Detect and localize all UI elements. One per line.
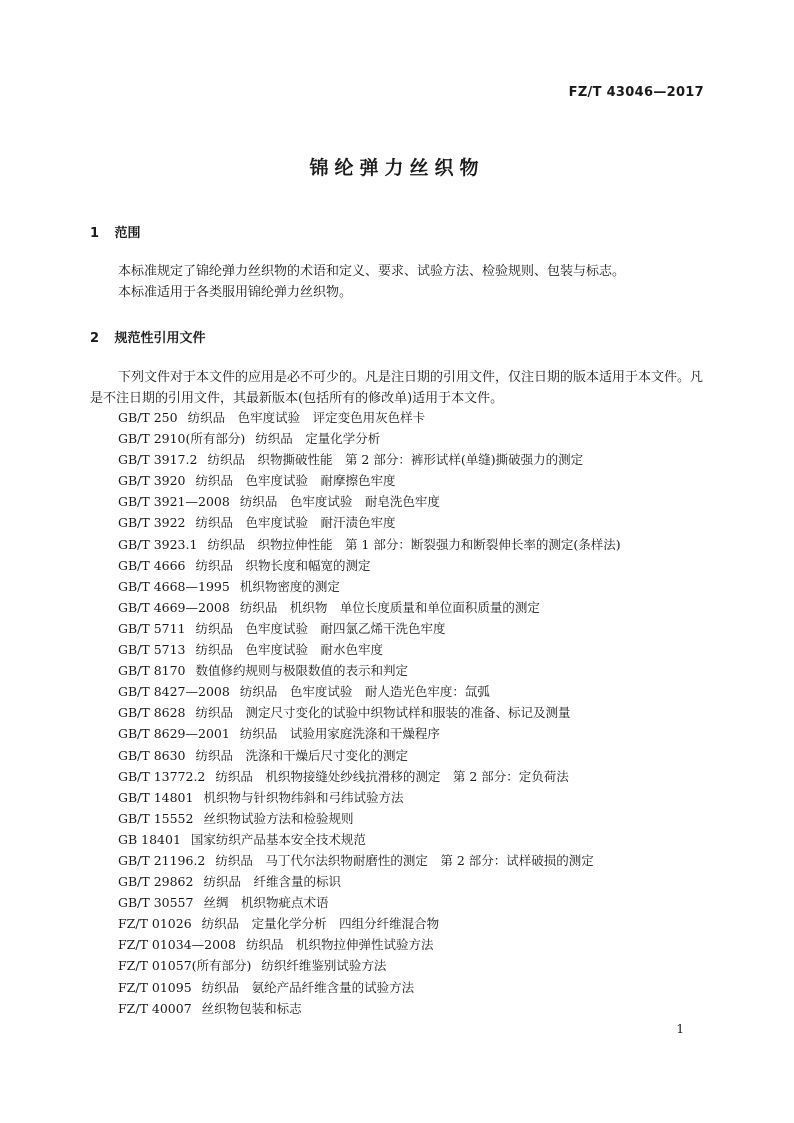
reference-code: FZ/T 40007 [118, 1000, 192, 1016]
reference-item [118, 745, 621, 766]
standard-code: FZ/T 43046—2017 [568, 85, 704, 100]
reference-code: GB/T 3920 [118, 473, 186, 489]
reference-item [118, 407, 621, 428]
reference-item [118, 723, 621, 744]
reference-code: GB/T 8630 [118, 747, 186, 763]
reference-item [118, 681, 621, 702]
reference-item [118, 977, 621, 998]
reference-title: 纺织品 色牢度试验 评定变色用灰色样卡 [187, 410, 426, 425]
section-number: 2 [90, 331, 100, 346]
reference-code: GB/T 8170 [118, 663, 186, 679]
reference-code: GB/T 14801 [118, 789, 194, 805]
reference-item [118, 702, 621, 723]
reference-code: GB/T 2910(所有部分) [118, 431, 246, 447]
reference-title: 机织物密度的测定 [239, 578, 340, 594]
reference-code: GB/T 3923.1 [118, 536, 198, 552]
reference-item [118, 512, 621, 533]
reference-title: 纺织品 色牢度试验 耐皂洗色牢度 [239, 494, 440, 510]
reference-code: GB/T 3917.2 [118, 452, 198, 468]
reference-item [118, 871, 621, 892]
reference-title: 纺织品 测定尺寸变化的试验中织物试样和服装的准备、标记及测量 [195, 705, 571, 721]
reference-code: GB/T 15552 [118, 810, 194, 826]
reference-title: 纺织品 定量化学分析 四组分纤维混合物 [201, 916, 440, 932]
reference-title: 纺织品 机织物接缝处纱线抗滑移的测定 第 2 部分：定负荷法 [215, 768, 569, 784]
reference-code: FZ/T 01057(所有部分) [118, 958, 252, 974]
reference-item [118, 660, 621, 681]
reference-code: GB/T 21196.2 [118, 852, 206, 868]
reference-item [118, 934, 621, 955]
reference-title: 纺织品 织物撕破性能 第 2 部分：裤形试样(单缝)撕破强力的测定 [207, 452, 584, 468]
reference-item [118, 470, 621, 491]
section-1-heading [90, 222, 141, 241]
reference-code: GB/T 3922 [118, 515, 186, 531]
reference-title: 纺织品 色牢度试验 耐汗渍色牢度 [195, 515, 396, 531]
reference-item [118, 766, 621, 787]
reference-code: FZ/T 01095 [118, 979, 192, 995]
section-1-paragraph-1: 本标准规定了锦纶弹力丝织物的术语和定义、要求、试验方法、检验规则、包装与标志。 [118, 264, 626, 279]
reference-code: GB/T 8427—2008 [118, 684, 230, 700]
reference-item [118, 998, 621, 1019]
document-title: 锦纶弹力丝织物 [309, 157, 485, 179]
section-2-heading [90, 327, 206, 346]
section-number: 1 [90, 226, 100, 241]
reference-title: 纺织品 纤维含量的标识 [203, 874, 341, 890]
reference-title: 机织物与针织物纬斜和弓纬试验方法 [203, 789, 404, 805]
reference-code: FZ/T 01026 [118, 916, 192, 932]
reference-code: GB/T 29862 [118, 874, 194, 890]
section-title: 范围 [114, 226, 141, 241]
reference-item [118, 534, 621, 555]
section-title: 规范性引用文件 [114, 331, 206, 346]
reference-item [118, 618, 621, 639]
reference-code: FZ/T 01034—2008 [118, 937, 236, 953]
reference-item [118, 913, 621, 934]
reference-item [118, 955, 621, 976]
reference-title: 纺织纤维鉴别试验方法 [261, 958, 387, 974]
reference-item [118, 428, 621, 449]
reference-code: GB 18401 [118, 831, 181, 847]
reference-item [118, 491, 621, 512]
reference-code: GB/T 30557 [118, 895, 194, 911]
reference-title: 纺织品 洗涤和干燥后尺寸变化的测定 [195, 747, 409, 763]
reference-item [118, 808, 621, 829]
section-2-paragraph-1: 下列文件对于本文件的应用是必不可少的。凡是注日期的引用文件，仅注日期的版本适用于本文件。凡是不注日期的引用文件，其最新版本(包括所有的修改单)适用于本文件。 [90, 370, 704, 406]
reference-title: 丝绸 机织物疵点术语 [203, 895, 329, 911]
reference-title: 纺织品 机织物 单位长度质量和单位面积质量的测定 [239, 599, 540, 615]
reference-item [118, 829, 621, 850]
reference-title: 纺织品 氨纶产品纤维含量的试验方法 [201, 979, 415, 995]
reference-title: 纺织品 织物拉伸性能 第 1 部分：断裂强力和断裂伸长率的测定(条样法) [207, 536, 621, 552]
reference-title: 纺织品 马丁代尔法织物耐磨性的测定 第 2 部分：试样破损的测定 [215, 852, 594, 868]
reference-title: 纺织品 定量化学分析 [255, 431, 381, 447]
section-1-paragraph-2: 本标准适用于各类服用锦纶弹力丝织物。 [118, 285, 353, 300]
reference-code: GB/T 4669—2008 [118, 599, 230, 615]
reference-item [118, 597, 621, 618]
reference-title: 纺织品 试验用家庭洗涤和干燥程序 [239, 726, 440, 742]
reference-title: 纺织品 色牢度试验 耐摩擦色牢度 [195, 473, 396, 489]
reference-code: GB/T 8629—2001 [118, 726, 230, 742]
reference-title: 数值修约规则与极限数值的表示和判定 [195, 663, 409, 679]
reference-title: 丝织物试验方法和检验规则 [203, 810, 354, 826]
reference-title: 纺织品 色牢度试验 耐四氯乙烯干洗色牢度 [195, 620, 446, 636]
reference-item [118, 850, 621, 871]
reference-item [118, 576, 621, 597]
reference-code: GB/T 8628 [118, 705, 186, 721]
reference-title: 纺织品 色牢度试验 耐人造光色牢度：氙弧 [239, 684, 490, 700]
reference-title: 国家纺织产品基本安全技术规范 [190, 831, 366, 847]
normative-reference-list [118, 407, 621, 1019]
reference-title: 丝织物包装和标志 [201, 1000, 302, 1016]
reference-item [118, 639, 621, 660]
reference-item [118, 449, 621, 470]
reference-code: GB/T 4668—1995 [118, 578, 230, 594]
reference-title: 纺织品 织物长度和幅宽的测定 [195, 557, 371, 573]
reference-code: GB/T 3921—2008 [118, 494, 230, 510]
reference-item [118, 555, 621, 576]
reference-title: 纺织品 机织物拉伸弹性试验方法 [245, 937, 434, 953]
reference-code: GB/T 4666 [118, 557, 186, 573]
reference-code: GB/T 13772.2 [118, 768, 206, 784]
reference-title: 纺织品 色牢度试验 耐水色牢度 [195, 642, 384, 658]
reference-code: GB/T 250 [118, 410, 178, 425]
reference-item [118, 892, 621, 913]
reference-item [118, 787, 621, 808]
reference-code: GB/T 5713 [118, 642, 186, 658]
page-number: 1 [676, 1022, 684, 1036]
reference-code: GB/T 5711 [118, 620, 186, 636]
